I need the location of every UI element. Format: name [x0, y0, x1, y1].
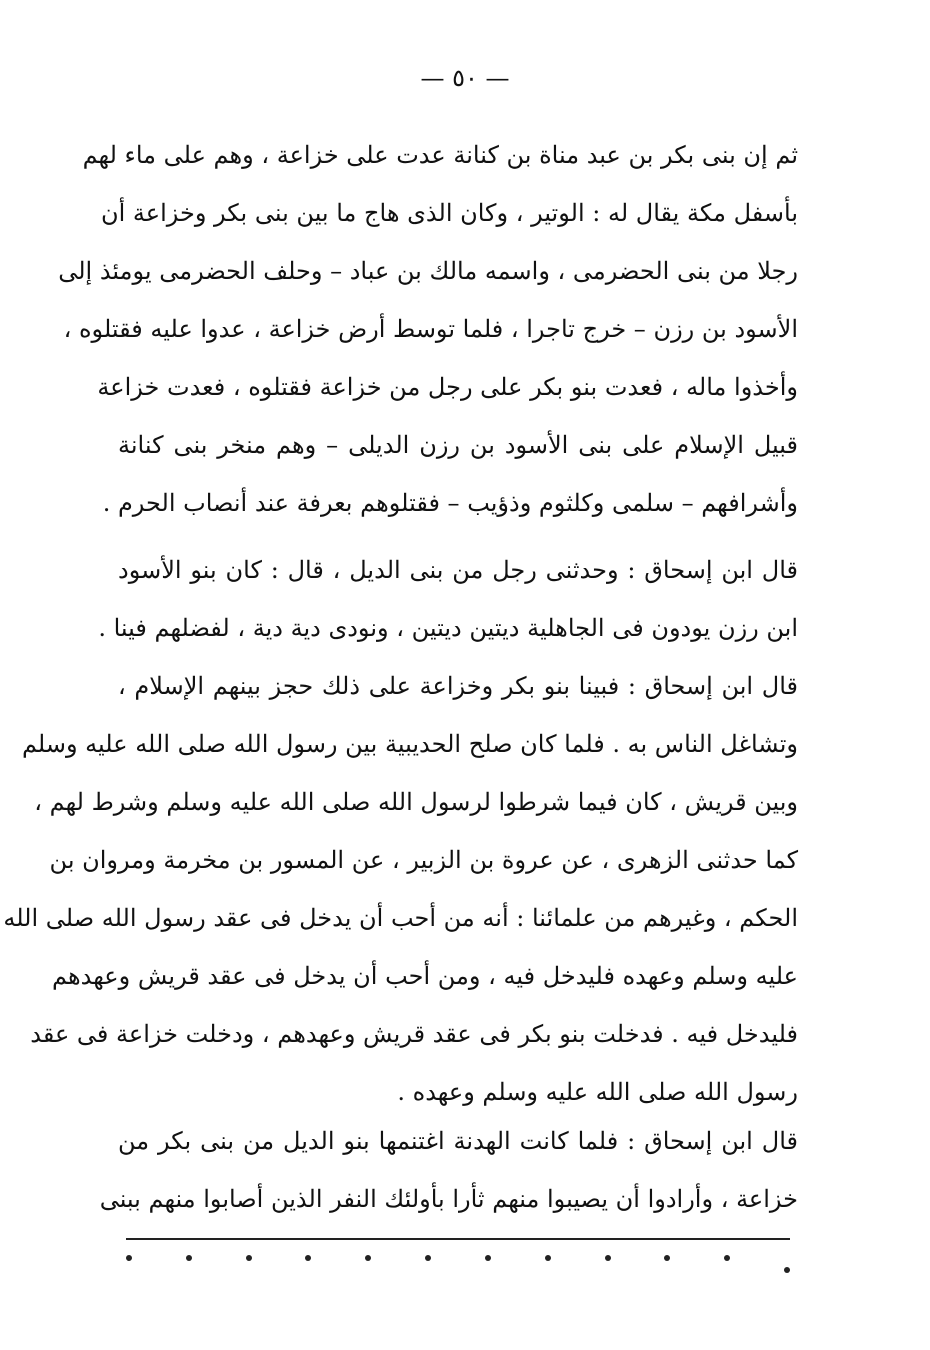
footnote-rule	[126, 1238, 790, 1240]
text-line: قال ابن إسحاق : فبينا بنو بكر وخزاعة على ذلك حجز بينهم الإسلام ،	[118, 672, 798, 700]
dot-mark	[365, 1255, 371, 1261]
text-line: عليه وسلم وعهده فليدخل فيه ، ومن أحب أن يدخل فى عقد قريش وعهدهم	[51, 962, 798, 990]
text-line: وبين قريش ، كان فيما شرطوا لرسول الله صلى الله عليه وسلم وشرط لهم ،	[34, 788, 798, 816]
dot-mark	[305, 1255, 311, 1261]
paragraph-2	[98, 541, 798, 657]
dot-mark	[784, 1267, 790, 1273]
dot-mark	[485, 1255, 491, 1261]
text-line: رجلا من بنى الحضرمى ، واسمه مالك بن عباد – وحلف الحضرمى يومئذ إلى	[58, 257, 798, 285]
text-line: خزاعة ، وأرادوا أن يصيبوا منهم ثأرا بأولئك النفر الذين أصابوا منهم ببنى	[99, 1185, 798, 1213]
text-line: وأشرافهم – سلمى وكلثوم وذؤيب – فقتلوهم بعرفة عند أنصاب الحرم .	[102, 489, 798, 517]
text-line: بأسفل مكة يقال له : الوتير ، وكان الذى هاج ما بين بنى بكر وخزاعة أن	[100, 199, 798, 227]
text-line: ابن رزن يودون فى الجاهلية ديتين ديتين ، ونودى دية دية ، لفضلهم فينا .	[98, 614, 798, 642]
text-line: قبيل الإسلام على بنى الأسود بن رزن الديلى – وهم منخر بنى كنانة	[118, 431, 798, 459]
text-line: رسول الله صلى الله عليه وسلم وعهده .	[397, 1078, 798, 1106]
dot-mark	[545, 1255, 551, 1261]
text-line: قال ابن إسحاق : وحدثنى رجل من بنى الديل ، قال : كان بنو الأسود	[118, 556, 798, 584]
paragraph-4	[99, 1112, 798, 1228]
text-line: كما حدثنى الزهرى ، عن عروة بن الزبير ، عن المسور بن مخرمة ومروان بن	[49, 846, 798, 874]
text-line: فليدخل فيه . فدخلت بنو بكر فى عقد قريش وعهدهم ، ودخلت خزاعة فى عقد	[30, 1020, 798, 1048]
dot-mark	[425, 1255, 431, 1261]
paragraph-1	[58, 126, 798, 532]
text-line: وأخذوا ماله ، فعدت بنو بكر على رجل من خزاعة فقتلوه ، فعدت خزاعة	[97, 373, 798, 401]
text-line: الأسود بن رزن – خرج تاجرا ، فلما توسط أرض خزاعة ، عدوا عليه فقتلوه ،	[63, 315, 798, 343]
dot-mark	[664, 1255, 670, 1261]
dot-mark	[126, 1255, 132, 1261]
text-line: قال ابن إسحاق : فلما كانت الهدنة اغتنمها بنو الديل من بنى بكر من	[118, 1127, 798, 1155]
dot-mark	[724, 1255, 730, 1261]
text-line: ثم إن بنى بكر بن عبد مناة بن كنانة عدت على خزاعة ، وهم على ماء لهم	[82, 141, 798, 169]
page-number: — ٥٠ —	[420, 64, 510, 92]
footnote-dot-row	[126, 1255, 790, 1273]
dot-mark	[186, 1255, 192, 1261]
dot-mark	[246, 1255, 252, 1261]
paragraph-3	[3, 657, 798, 1121]
dot-mark	[605, 1255, 611, 1261]
text-line: الحكم ، وغيرهم من علمائنا : أنه من أحب أن يدخل فى عقد رسول الله صلى الله	[3, 904, 798, 932]
text-line: وتشاغل الناس به . فلما كان صلح الحديبية بين رسول الله صلى الله عليه وسلم	[21, 730, 798, 758]
